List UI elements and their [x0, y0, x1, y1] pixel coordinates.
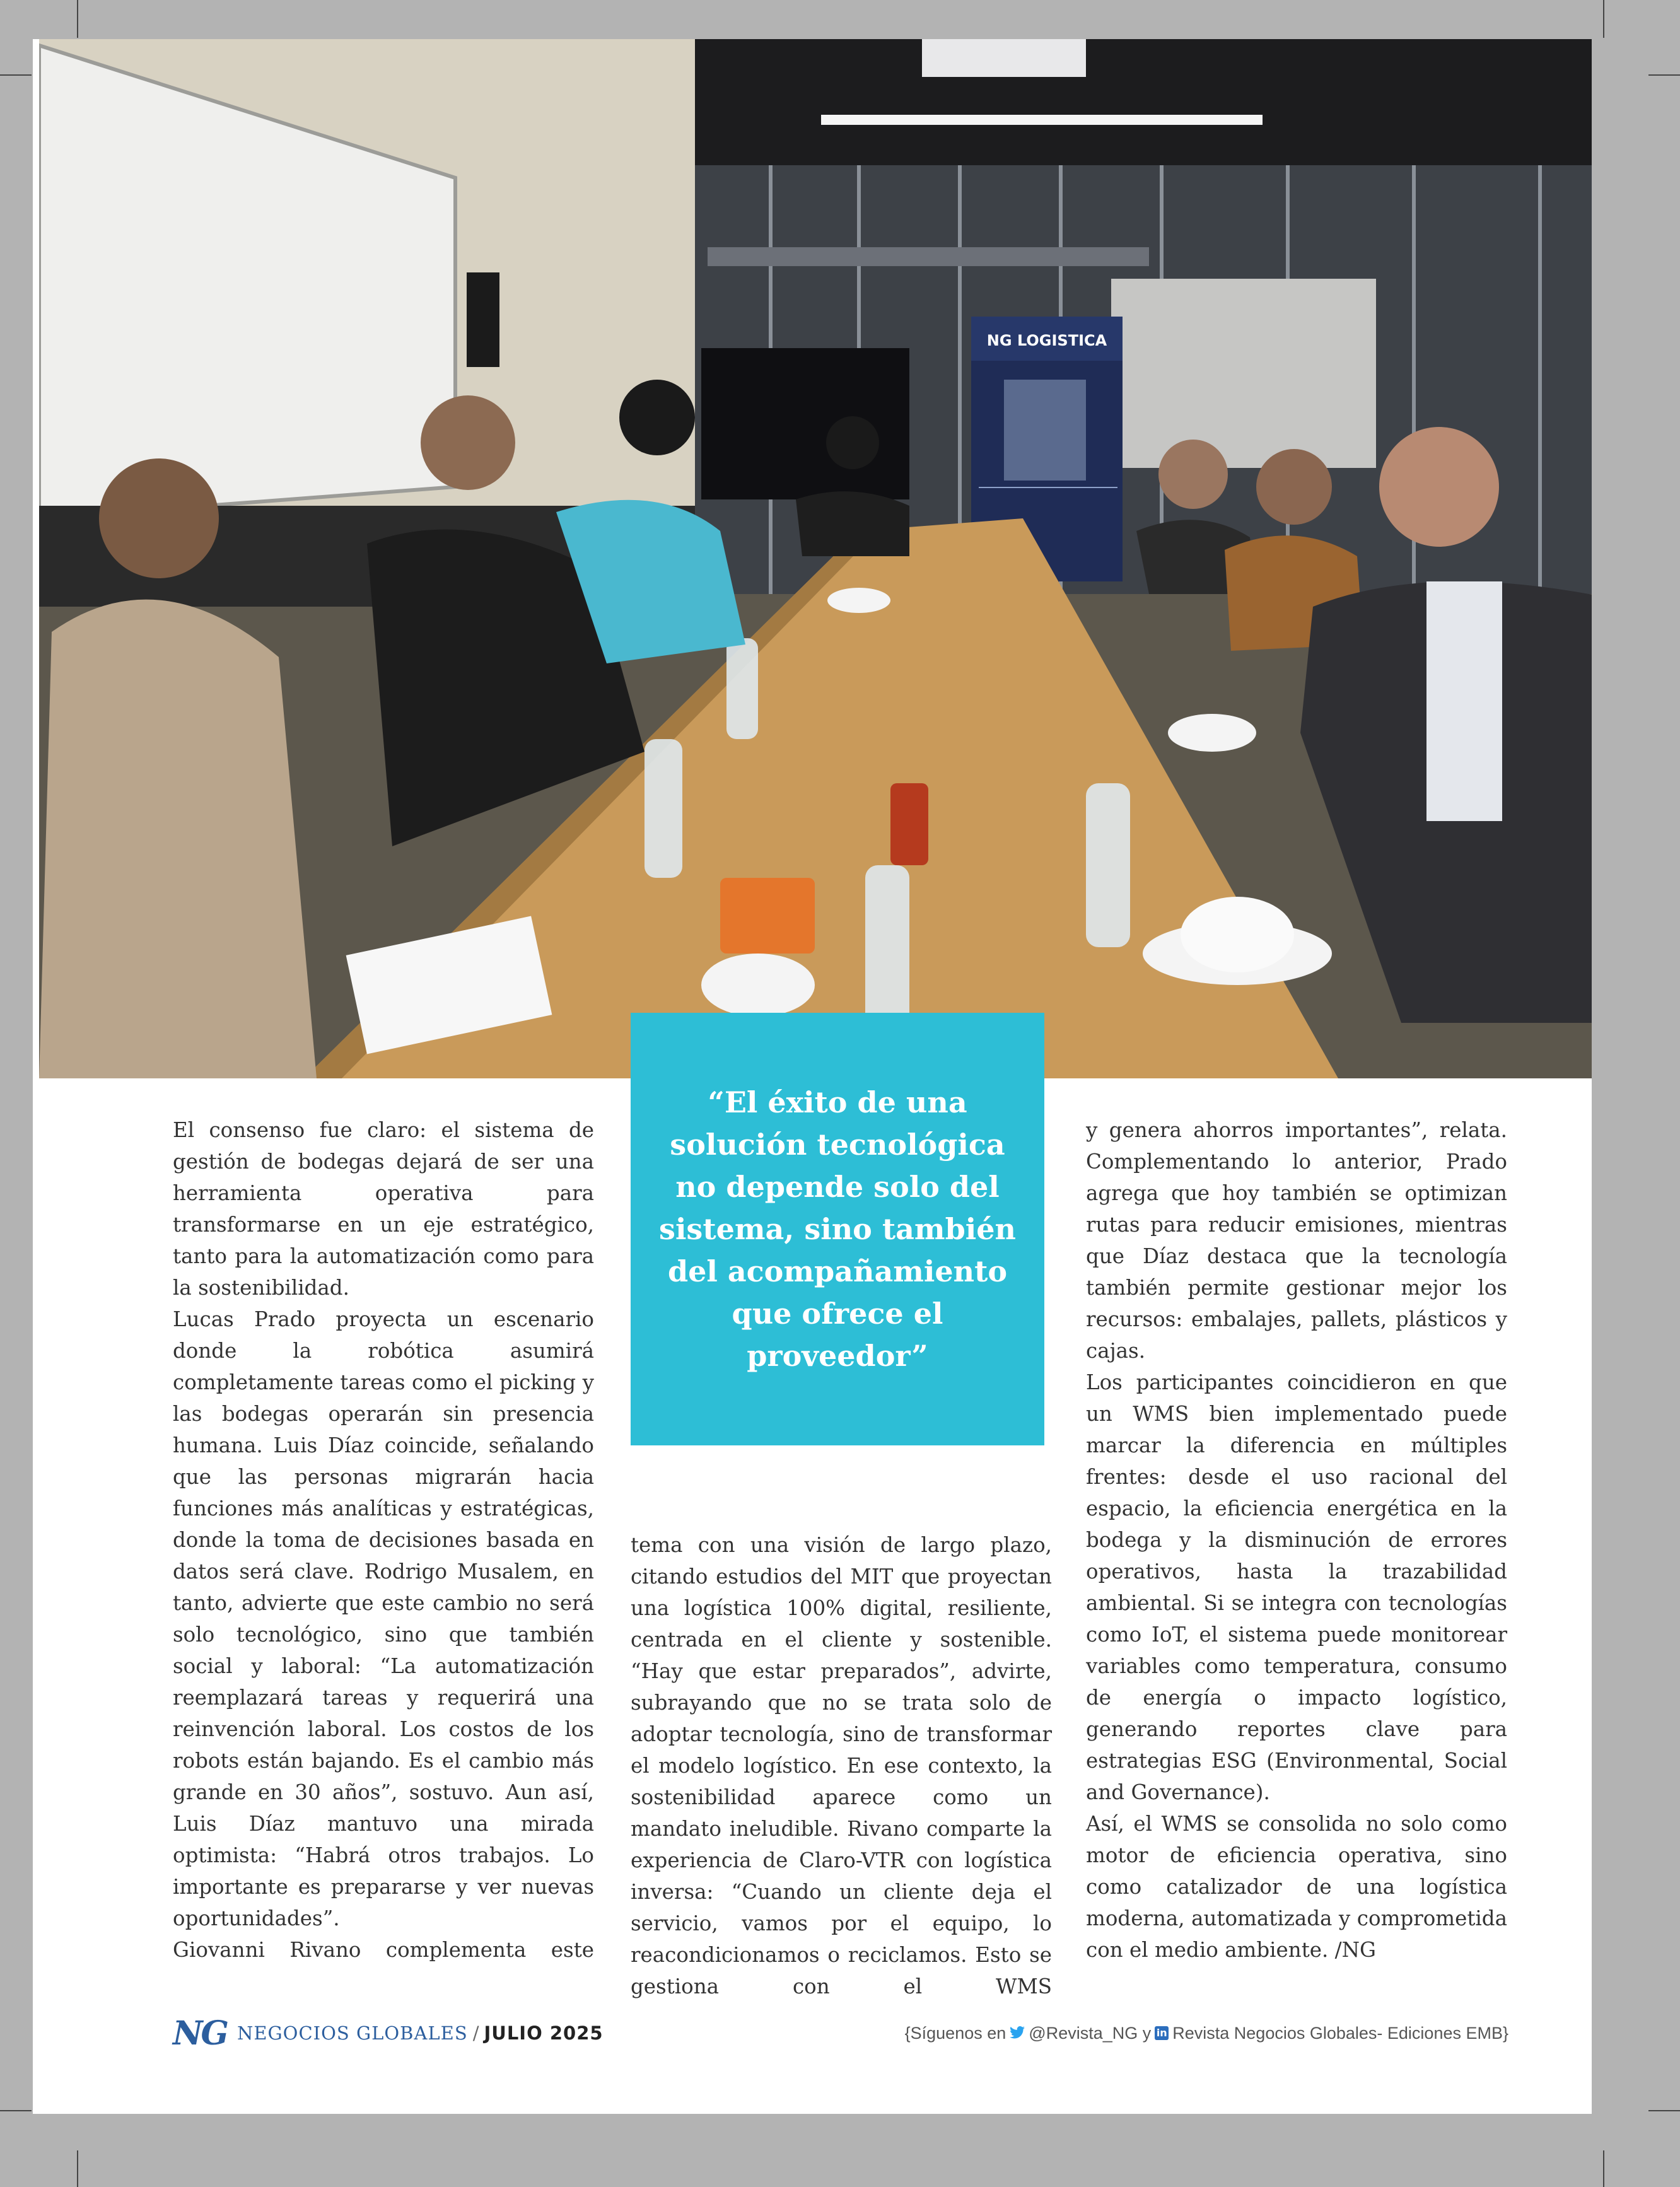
crop-mark — [0, 74, 32, 76]
banner-brand: NG LOGISTICA — [986, 332, 1107, 349]
paragraph: y genera ahorros importantes”, relata. Complementando lo anterior, Prado agrega que hoy también se optimizan rutas para reducir emisiones, mientras que Díaz destaca que la tecnología también permite gestionar mejor los recursos: embalajes, pallets, plásticos y cajas. — [1086, 1118, 1507, 1363]
crop-mark — [77, 0, 78, 38]
article-column-left — [173, 1114, 594, 1966]
paragraph: El consenso fue claro: el sistema de gestión de bodegas dejará de ser una herramienta operativa para transformarse en un eje estratégico, tanto para la automatización como para la sostenibilidad. — [173, 1118, 594, 1300]
crop-mark — [1648, 2110, 1680, 2111]
ng-logo: NG — [173, 2014, 227, 2053]
article-column-right — [1086, 1114, 1507, 1966]
footer-separator: / — [472, 2022, 479, 2044]
article-column-middle — [631, 1529, 1052, 2002]
pull-quote-text: “El éxito de una solución tecnológica no depende solo del sistema, sino también del acompañamiento que ofrece el proveedor” — [659, 1085, 1016, 1373]
roundtable-meeting-photo — [39, 39, 1592, 1078]
linkedin-icon: in — [1155, 2026, 1169, 2040]
crop-mark — [1603, 0, 1604, 38]
paragraph: Así, el WMS se consolida no solo como motor de eficiencia operativa, sino como catalizador de una logística moderna, automatizada y comprometida con el medio ambiente. /NG — [1086, 1812, 1507, 1962]
footer-magazine-info — [173, 2014, 604, 2052]
paragraph: Los participantes coincidieron en que un WMS bien implementado puede marcar la diferencia en múltiples frentes: desde el uso racional del espacio, la eficiencia energética en la bodega y la disminución de errores operativos, hasta la trazabilidad ambiental. Si se integra con tecnologías como IoT, el sistema puede monitorear variables como temperatura, consumo de energía o impacto logístico, generando reportes clave para estrategias ESG (Environmental, Social and Governance). — [1086, 1370, 1507, 1804]
paragraph: Giovanni Rivano complementa este — [173, 1938, 594, 1962]
paragraph: Lucas Prado proyecta un escenario donde la robótica asumirá completamente tareas como el picking y las bodegas operarán sin presencia humana. Luis Díaz coincide, señalando que las personas migrarán hacia funciones más analíticas y estratégicas, donde la toma de decisiones basada en datos será clave. Rodrigo Musalem, en tanto, advierte que este cambio no será solo tecnológico, sino que también social y laboral: “La automatización reemplazará tareas y requerirá una reinvención laboral. Los costos de los robots están bajando. Es el cambio más grande en 30 años”, sostuvo. Aun así, Luis Díaz mantuvo una mirada optimista: “Habrá otros trabajos. Lo importante es prepararse y ver nuevas oportunidades”. — [173, 1307, 594, 1930]
crop-mark — [0, 2110, 32, 2111]
crop-mark — [1603, 2150, 1604, 2187]
paragraph: tema con una visión de largo plazo, citando estudios del MIT que proyectan una logística 100% digital, resiliente, centrada en el cliente y sostenible. “Hay que estar preparados”, advirte, subrayando que no se trata solo de adoptar tecnología, sino de transformar el modelo logístico. En ese contexto, la sostenibilidad aparece como un mandato ineludible. Rivano comparte la experiencia de Claro-VTR con logística inversa: “Cuando un cliente deja el servicio, vamos por el equipo, lo reacondicionamos o reciclamos. Esto se gestiona con el WMS — [631, 1533, 1052, 1998]
linkedin-name: Revista Negocios Globales- Ediciones EMB} — [1172, 2023, 1508, 2043]
social-prefix: {Síguenos en — [904, 2023, 1006, 2043]
magazine-name: NEGOCIOS GLOBALES — [236, 2022, 468, 2044]
twitter-icon — [1010, 2024, 1025, 2043]
magazine-page — [33, 39, 1592, 2114]
crop-mark — [77, 2150, 78, 2187]
issue-date: JULIO 2025 — [484, 2022, 604, 2044]
footer-social — [905, 2014, 1508, 2052]
crop-mark — [1648, 74, 1680, 76]
pull-quote-box — [631, 1013, 1044, 1445]
twitter-handle: @Revista_NG y — [1029, 2023, 1152, 2043]
